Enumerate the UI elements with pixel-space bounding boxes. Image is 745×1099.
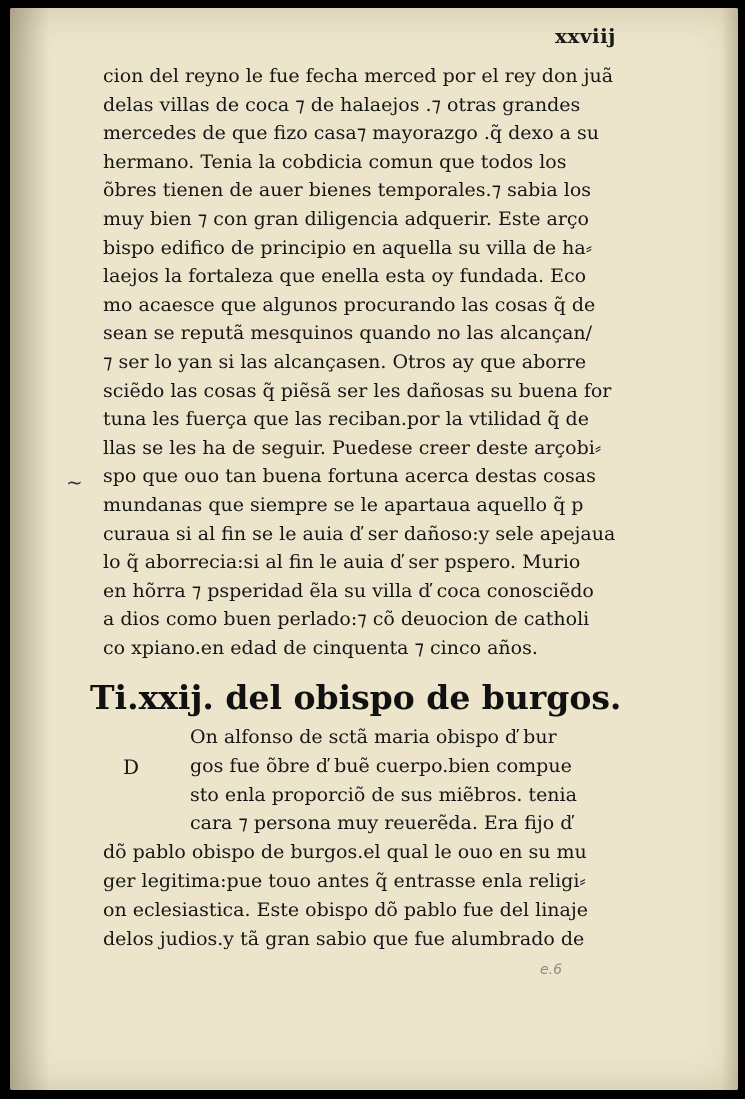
guide-letter: D (123, 755, 140, 779)
folio-number: xxviij (555, 24, 616, 48)
text-line: ⁊ ser lo yan si las alcançasen. Otros ay que aborre (103, 351, 587, 373)
text-line: en hõrra ⁊ psperidad ẽla su villa ď coca conosciẽdo (103, 579, 594, 602)
chapter-text-line: on eclesiastica. Este obispo dõ pablo fue del linaje (103, 898, 588, 921)
text-line: curaua si al fin se le auia ď ser dañoso:y sele apejaua (103, 522, 616, 545)
page-edge (722, 8, 738, 1090)
text-line: mo acaesce que algunos procurando las cosas q̃ de (103, 293, 596, 316)
text-line: sean se reputã mesquinos quando no las alcançan/ (103, 322, 593, 345)
pencil-annotation: e.6 (540, 962, 562, 978)
chapter-text-line: delos judios.y tã gran sabio que fue alumbrado de (103, 927, 585, 950)
chapter-text-line: cara ⁊ persona muy reuerẽda. Era fijo ď (190, 812, 573, 835)
chapter-heading: Ti.xxij. del obispo de burgos. (90, 678, 622, 717)
text-line: laejos la fortaleza que enella esta oy fundada. Eco (103, 265, 587, 288)
text-line: llas se les ha de seguir. Puedese creer deste arçobi⸗ (103, 436, 602, 459)
text-line: hermano. Tenia la cobdicia comun que todos los (103, 150, 567, 173)
chapter-text-line: ger legitima:pue touo antes q̃ entrasse enla religi⸗ (103, 870, 586, 892)
text-line: spo que ouo tan buena fortuna acerca destas cosas (103, 465, 596, 488)
chapter-text-line: gos fue õbre ď buẽ cuerpo.bien compue (190, 754, 572, 777)
text-line: sciẽdo las cosas q̃ piẽsã ser les dañosas su buena for (103, 379, 612, 402)
text-line: cion del reyno le fue fecha merced por el rey don juã (103, 65, 614, 87)
text-line: muy bien ⁊ con gran diligencia adquerir. Este arço (103, 208, 589, 230)
text-line: mundanas que siempre se le apartaua aquello q̃ p (103, 494, 584, 516)
chapter-text-line: dõ pablo obispo de burgos.el qual le ouo en su mu (103, 841, 587, 864)
chapter-text-line: On alfonso de sctã maria obispo ď bur (190, 726, 557, 748)
text-line: mercedes de que fizo casa⁊ mayorazgo .q̃ dexo a su (103, 122, 600, 145)
text-line: co xpiano.en edad de cinquenta ⁊ cinco años. (103, 637, 538, 659)
margin-mark: ~ (66, 470, 83, 494)
page-gutter-shadow (10, 8, 50, 1090)
text-line: bispo edifico de principio en aquella su villa de ha⸗ (103, 236, 593, 259)
text-line: õbres tienen de auer bienes temporales.⁊ sabia los (103, 179, 592, 202)
text-line: tuna les fuerça que las reciban.por la vtilidad q̃ de (103, 408, 589, 431)
chapter-text-line: sto enla proporciõ de sus miẽbros. tenia (190, 783, 577, 806)
text-line: delas villas de coca ⁊ de halaejos .⁊ otras grandes (103, 93, 581, 116)
text-line: a dios como buen perlado:⁊ cõ deuocion de catholi (103, 608, 590, 631)
text-line: lo q̃ aborrecia:si al fin le auia ď ser pspero. Murio (103, 551, 581, 574)
